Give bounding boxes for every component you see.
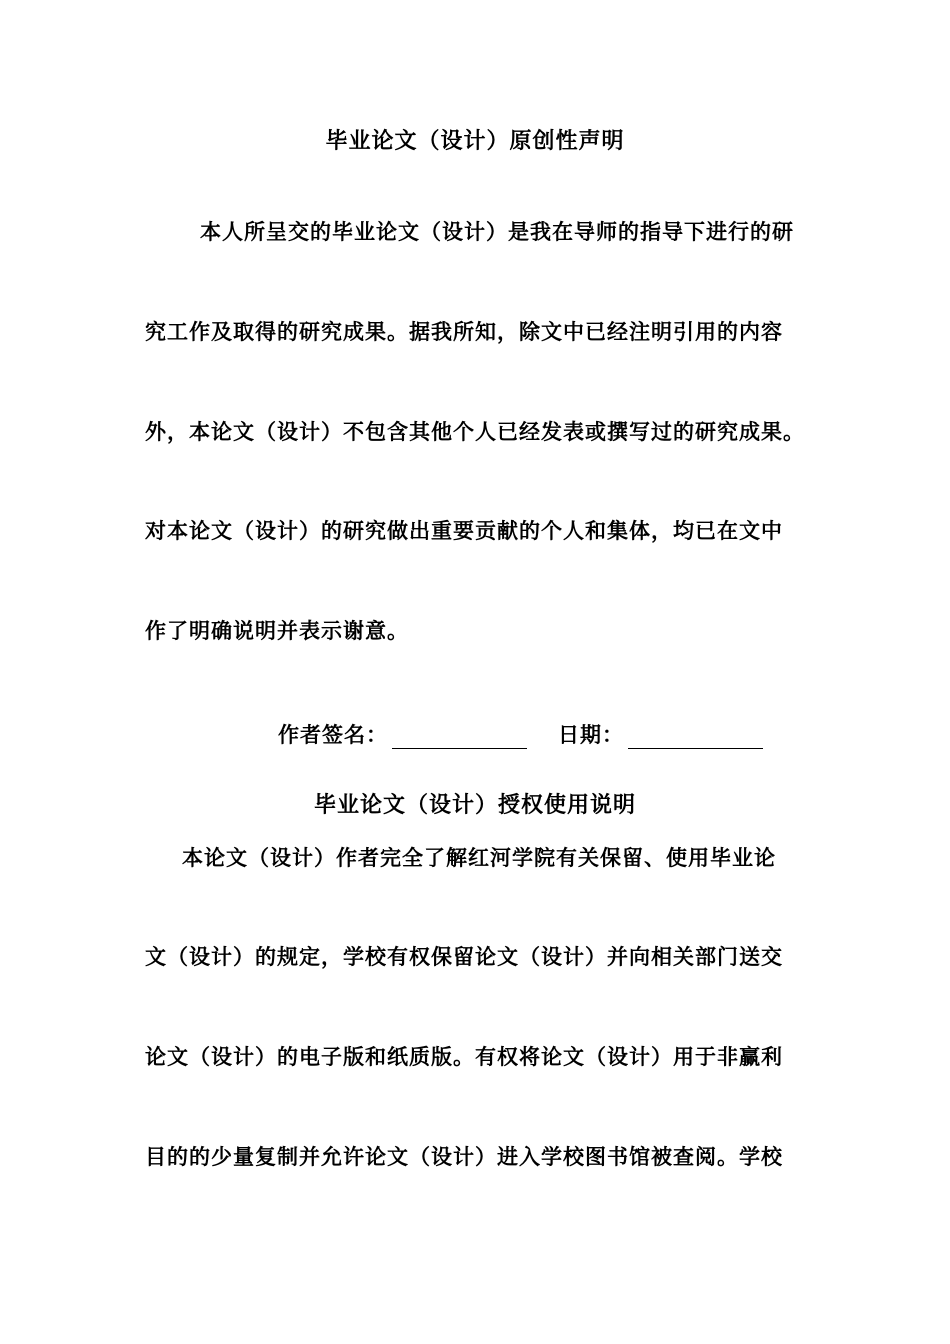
date-blank[interactable] (628, 728, 763, 749)
authorization-title: 毕业论文（设计）授权使用说明 (313, 793, 636, 818)
authorization-line-4: 目的的少量复制并允许论文（设计）进入学校图书馆被查阅。学校 (145, 1145, 783, 1169)
authorization-line-3: 论文（设计）的电子版和纸质版。有权将论文（设计）用于非赢利 (145, 1045, 783, 1069)
authorization-line-1: 本论文（设计）作者完全了解红河学院有关保留、使用毕业论 (182, 846, 776, 870)
declaration-line-4: 对本论文（设计）的研究做出重要贡献的个人和集体，均已在文中 (145, 519, 783, 543)
declaration-line-2: 究工作及取得的研究成果。据我所知，除文中已经注明引用的内容 (145, 320, 783, 344)
date-label: 日期： (558, 723, 624, 747)
declaration-title: 毕业论文（设计）原创性声明 (325, 129, 625, 154)
author-signature-blank[interactable] (392, 728, 527, 749)
authorization-line-2: 文（设计）的规定，学校有权保留论文（设计）并向相关部门送交 (145, 945, 783, 969)
declaration-line-5: 作了明确说明并表示谢意。 (145, 619, 409, 643)
declaration-line-1: 本人所呈交的毕业论文（设计）是我在导师的指导下进行的研 (200, 220, 794, 244)
author-signature-row (278, 721, 527, 749)
declaration-line-3: 外，本论文（设计）不包含其他个人已经发表或撰写过的研究成果。 (145, 420, 805, 444)
author-signature-label: 作者签名： (278, 723, 388, 747)
date-row (558, 721, 763, 749)
